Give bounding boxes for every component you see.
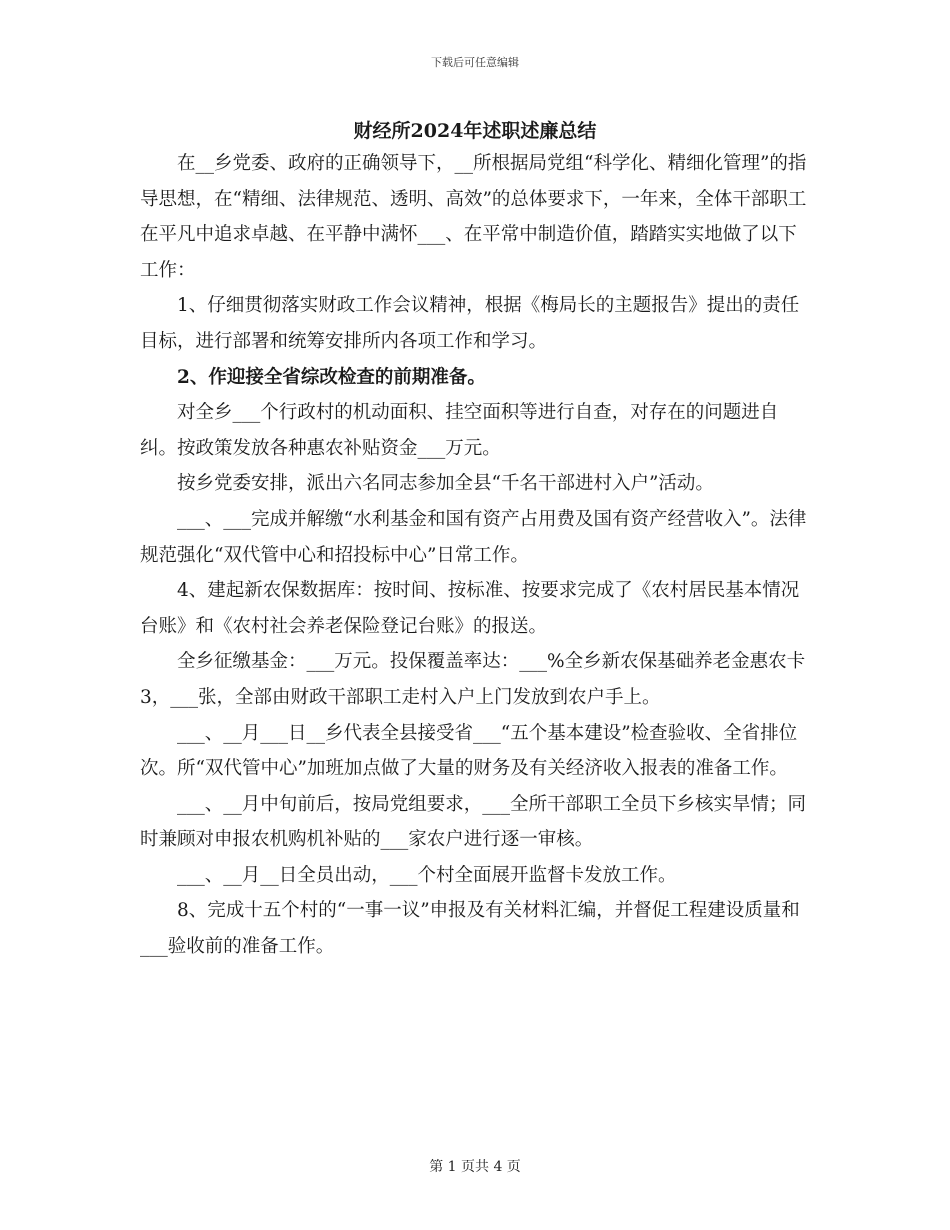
paragraph-7: 全乡征缴基金：___万元。投保覆盖率达：___%全乡新农保基础养老金惠农卡3，___张，全部由财政干部职工走村入户上门发放到农户手上。 xyxy=(140,651,806,708)
paragraph-8: ___、__月___日__乡代表全县接受省___“五个基本建设”检查验收、全省排位次。所“双代管中心”加班加点做了大量的财务及有关经济收入报表的准备工作。 xyxy=(140,722,798,780)
paragraph-9: ___、__月中旬前后，按局党组要求，___全所干部职工全员下乡核实旱情；同时兼顾对申报农机购机补贴的___家农户进行逐一审核。 xyxy=(140,793,807,851)
page-footer: 第 1 页共 4 页 xyxy=(429,1159,521,1175)
paragraph-1: 1、仔细贯彻落实财政工作会议精神，根据《梅局长的主题报告》提出的责任目标，进行部署和统筹安排所内各项工作和学习。 xyxy=(140,295,800,352)
paragraph-6: 4、建起新农保数据库：按时间、按标准、按要求完成了《农村居民基本情况台账》和《农村社会养老保险登记台账》的报送。 xyxy=(140,580,800,637)
document-title: 财经所2024年述职述廉总结 xyxy=(353,120,597,142)
paragraph-intro: 在__乡党委、政府的正确领导下，__所根据局党组“科学化、精细化管理”的指导思想，在“精细、法律规范、透明、高效”的总体要求下，一年来，全体干部职工在平凡中追求卓越、在平静中满怀___、在平常中制造价值，踏踏实实地做了以下工作： xyxy=(140,153,807,281)
paragraph-10: ___、__月__日全员出动，___个村全面展开监督卡发放工作。 xyxy=(177,864,677,886)
paragraph-3: 对全乡___个行政村的机动面积、挂空面积等进行自查，对存在的问题进自纠。按政策发放各种惠农补贴资金___万元。 xyxy=(140,402,779,459)
document-body xyxy=(140,146,812,965)
paragraph-4: 按乡党委安排，派出六名同志参加全县“千名干部进村入户”活动。 xyxy=(177,473,714,495)
paragraph-11: 8、完成十五个村的“一事一议”申报及有关材料汇编，并督促工程建设质量和___验收前的准备工作。 xyxy=(140,900,800,958)
paragraph-2-heading: 2、作迎接全省综改检查的前期准备。 xyxy=(177,366,486,388)
page-header: 下载后可任意编辑 xyxy=(431,56,519,69)
paragraph-5: ___、___完成并解缴“水利基金和国有资产占用费及国有资产经营收入”。法律规范强化“双代管中心和招投标中心”日常工作。 xyxy=(140,508,807,566)
